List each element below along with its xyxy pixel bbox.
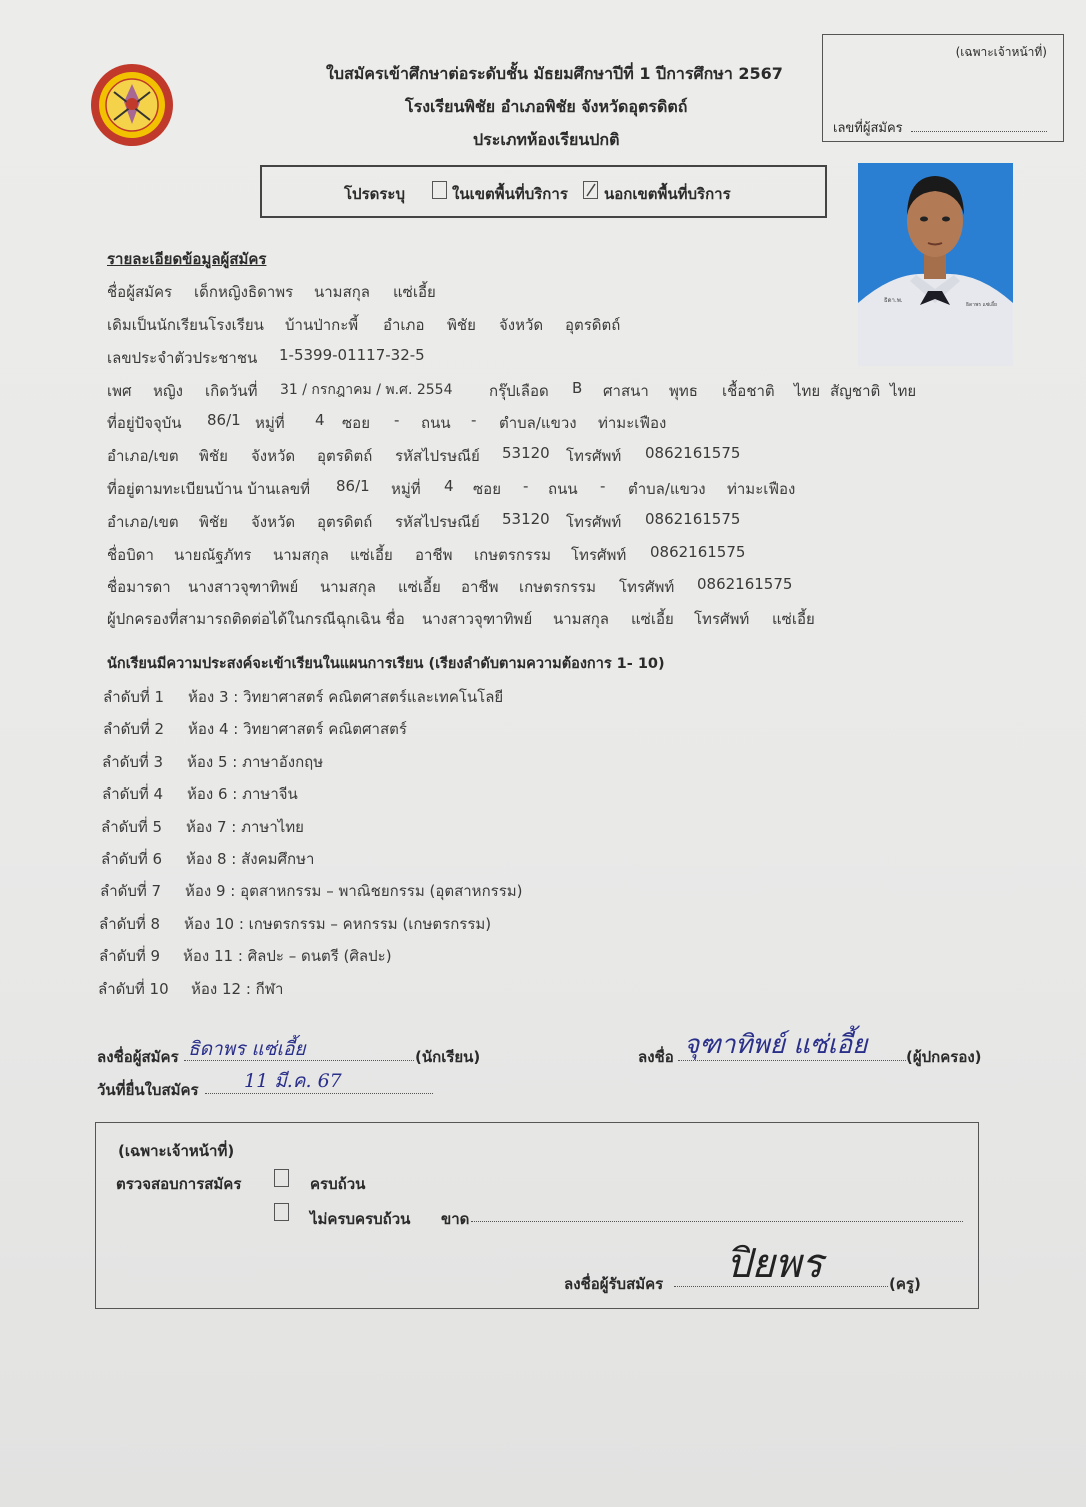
photo-badge-right: ธิดาพร แซ่เอี้ย xyxy=(966,302,997,308)
mother-value[interactable]: นางสาวจุฑาทิพย์ xyxy=(188,578,299,596)
province-value-2[interactable]: อุตรดิตถ์ xyxy=(317,447,373,465)
preference-order: ลำดับที่ 1 xyxy=(103,688,165,706)
father-label: ชื่อบิดา xyxy=(107,546,154,564)
submission-date-label: วันที่ยื่นใบสมัคร xyxy=(97,1081,199,1099)
soi-value[interactable]: - xyxy=(394,411,400,429)
road-label: ถนน xyxy=(421,414,451,432)
guardian-surname-label: นามสกุล xyxy=(553,610,609,628)
race-label: เชื้อชาติ xyxy=(722,382,775,400)
guardian-signature-label: ลงชื่อ xyxy=(638,1048,674,1066)
road-label-2: ถนน xyxy=(548,480,578,498)
blood-value[interactable]: B xyxy=(572,379,583,397)
preference-order: ลำดับที่ 9 xyxy=(99,947,161,965)
preference-room[interactable]: ห้อง 6 : ภาษาจีน xyxy=(187,785,298,803)
moo-value-2[interactable]: 4 xyxy=(444,477,454,495)
out-area-checkbox[interactable] xyxy=(583,181,598,199)
amphoe-value[interactable]: พิชัย xyxy=(199,447,228,465)
guardian-phone-label: โทรศัพท์ xyxy=(694,610,750,628)
preference-room[interactable]: ห้อง 5 : ภาษาอังกฤษ xyxy=(187,753,324,771)
postcode-label: รหัสไปรษณีย์ xyxy=(395,447,480,465)
preference-room[interactable]: ห้อง 11 : ศิลปะ – ดนตรี (ศิลปะ) xyxy=(183,947,392,965)
national-id-label: เลขประจำตัวประชาชน xyxy=(107,349,258,367)
dob-label: เกิดวันที่ xyxy=(205,382,258,400)
guardian-surname-value[interactable]: แซ่เอี้ย xyxy=(631,610,674,628)
nationality-label: สัญชาติ xyxy=(830,382,881,400)
road-value-2[interactable]: - xyxy=(600,477,606,495)
preference-order: ลำดับที่ 7 xyxy=(100,882,162,900)
row-name xyxy=(0,280,1086,304)
preference-room[interactable]: ห้อง 7 : ภาษาไทย xyxy=(186,818,304,836)
missing-label: ขาด xyxy=(441,1210,470,1228)
row-guardian xyxy=(0,607,1086,631)
incomplete-checkbox[interactable] xyxy=(274,1203,289,1221)
applicant-signature: ธิดาพร แซ่เอี้ย xyxy=(188,1038,306,1060)
guardian-phone-value[interactable]: แซ่เอี้ย xyxy=(772,610,815,628)
mother-occupation-label: อาชีพ xyxy=(461,578,499,596)
father-surname-value[interactable]: แซ่เอี้ย xyxy=(350,546,393,564)
preference-order: ลำดับที่ 4 xyxy=(102,785,164,803)
form-title: ใบสมัครเข้าศึกษาต่อระดับชั้น มัธยมศึกษาปีที่ 1 ปีการศึกษา 2567 xyxy=(326,64,783,83)
province-label-2: จังหวัด xyxy=(251,447,296,465)
province-value-3[interactable]: อุตรดิตถ์ xyxy=(317,513,373,531)
road-value[interactable]: - xyxy=(471,411,477,429)
preferences-title: นักเรียนมีความประสงค์จะเข้าเรียนในแผนการเรียน (เรียงลำดับตามความต้องการ 1- 10) xyxy=(107,656,665,672)
dob-value[interactable]: 31 / กรกฎาคม / พ.ศ. 2554 xyxy=(280,382,453,398)
phone-value-2[interactable]: 0862161575 xyxy=(645,510,741,528)
father-occupation-label: อาชีพ xyxy=(415,546,453,564)
registered-address-label: ที่อยู่ตามทะเบียนบ้าน บ้านเลขที่ xyxy=(107,480,310,498)
guardian-label: ผู้ปกครองที่สามารถติดต่อได้ในกรณีฉุกเฉิน ชื่อ xyxy=(107,610,405,628)
current-house-value[interactable]: 86/1 xyxy=(207,411,241,429)
blood-label: กรุ๊ปเลือด xyxy=(489,382,549,400)
moo-value[interactable]: 4 xyxy=(315,411,325,429)
guardian-signature: จุฑาทิพย์ แซ่เอี้ย xyxy=(684,1030,868,1060)
phone-label: โทรศัพท์ xyxy=(566,447,622,465)
father-value[interactable]: นายณัฐภัทร xyxy=(174,546,252,564)
postcode-value[interactable]: 53120 xyxy=(502,444,550,462)
amphoe-value-2[interactable]: พิชัย xyxy=(199,513,228,531)
father-phone-label: โทรศัพท์ xyxy=(571,546,627,564)
preference-room[interactable]: ห้อง 3 : วิทยาศาสตร์ คณิตศาสตร์และเทคโนโลยี xyxy=(188,688,504,706)
religion-value[interactable]: พุทธ xyxy=(669,382,698,400)
list-item xyxy=(0,879,700,903)
preference-room[interactable]: ห้อง 8 : สังคมศึกษา xyxy=(186,850,315,868)
soi-label: ซอย xyxy=(342,414,370,432)
moo-label-2: หมู่ที่ xyxy=(391,480,421,498)
row-personal-info xyxy=(0,379,1086,403)
preference-room[interactable]: ห้อง 4 : วิทยาศาสตร์ คณิตศาสตร์ xyxy=(188,720,407,738)
sex-value[interactable]: หญิง xyxy=(153,382,183,400)
mother-label: ชื่อมารดา xyxy=(107,578,171,596)
missing-field[interactable] xyxy=(471,1221,963,1222)
subdistrict-value[interactable]: ท่ามะเฟือง xyxy=(598,414,667,432)
school-label: เดิมเป็นนักเรียนโรงเรียน xyxy=(107,316,264,334)
check-application-label: ตรวจสอบการสมัคร xyxy=(116,1175,242,1193)
list-item xyxy=(0,717,700,741)
subdistrict-value-2[interactable]: ท่ามะเฟือง xyxy=(727,480,796,498)
list-item xyxy=(0,912,700,936)
postcode-label-2: รหัสไปรษณีย์ xyxy=(395,513,480,531)
preference-order: ลำดับที่ 3 xyxy=(102,753,164,771)
national-id-value[interactable]: 1-5399-01117-32-5 xyxy=(279,346,425,364)
father-occupation-value[interactable]: เกษตรกรรม xyxy=(474,546,551,564)
service-area-prompt: โปรดระบุ xyxy=(344,185,406,203)
mother-phone-label: โทรศัพท์ xyxy=(619,578,675,596)
preference-order: ลำดับที่ 8 xyxy=(99,915,161,933)
preference-room[interactable]: ห้อง 9 : อุตสาหกรรม – พาณิชยกรรม (อุตสาหกรรม) xyxy=(185,882,523,900)
list-item xyxy=(0,847,700,871)
father-phone-value[interactable]: 0862161575 xyxy=(650,543,746,561)
submission-date-value: 11 มี.ค. 67 xyxy=(244,1070,342,1092)
receiver-signature: ปิยพร xyxy=(726,1241,823,1287)
incomplete-label: ไม่ครบครบถ้วน xyxy=(310,1210,411,1228)
list-item xyxy=(0,815,700,839)
applicant-signature-label: ลงชื่อผู้สมัคร xyxy=(97,1048,179,1066)
complete-label: ครบถ้วน xyxy=(310,1175,366,1193)
sex-label: เพศ xyxy=(107,382,132,400)
row-father xyxy=(0,543,1086,567)
student-suffix: (นักเรียน) xyxy=(415,1048,481,1066)
classroom-type: ประเภทห้องเรียนปกติ xyxy=(473,130,620,149)
preference-room[interactable]: ห้อง 12 : กีฬา xyxy=(191,980,284,998)
list-item xyxy=(0,782,700,806)
row-current-address xyxy=(0,411,1086,435)
receiver-signature-label: ลงชื่อผู้รับสมัคร xyxy=(564,1275,664,1293)
row-previous-school xyxy=(0,313,1086,337)
guardian-suffix: (ผู้ปกครอง) xyxy=(906,1048,982,1066)
service-area-box xyxy=(260,165,827,218)
in-area-label: ในเขตพื้นที่บริการ xyxy=(452,185,568,203)
office-use-box-top xyxy=(822,34,1064,142)
amphoe-label: อำเภอ/เขต xyxy=(107,447,179,465)
preference-order: ลำดับที่ 2 xyxy=(103,720,165,738)
father-surname-label: นามสกุล xyxy=(273,546,329,564)
province-label: จังหวัด xyxy=(499,316,544,334)
row-national-id xyxy=(0,346,1086,370)
nationality-value[interactable]: ไทย xyxy=(890,382,917,400)
province-value[interactable]: อุตรดิตถ์ xyxy=(565,316,621,334)
school-value[interactable]: บ้านป่ากะพี้ xyxy=(285,316,359,334)
list-item xyxy=(0,977,700,1001)
name-label: ชื่อผู้สมัคร xyxy=(107,283,173,301)
office-box-title: (เฉพาะเจ้าหน้าที่) xyxy=(118,1142,235,1160)
school-seal-logo xyxy=(86,62,178,148)
soi-label-2: ซอย xyxy=(473,480,501,498)
mother-surname-label: นามสกุล xyxy=(320,578,376,596)
race-value[interactable]: ไทย xyxy=(794,382,821,400)
school-name: โรงเรียนพิชัย อำเภอพิชัย จังหวัดอุตรดิตถ์ xyxy=(405,97,688,116)
applicant-no-label: เลขที่ผู้สมัคร xyxy=(833,121,903,136)
district-label: อำเภอ xyxy=(383,316,425,334)
in-area-checkbox[interactable] xyxy=(432,181,447,199)
out-area-label: นอกเขตพื้นที่บริการ xyxy=(604,185,731,203)
registered-house-value[interactable]: 86/1 xyxy=(336,477,370,495)
complete-checkbox[interactable] xyxy=(274,1169,289,1187)
photo-badge-left: ธิดา.พ. xyxy=(884,297,903,304)
preference-order: ลำดับที่ 10 xyxy=(98,980,169,998)
row-registered-address-2 xyxy=(0,510,1086,534)
amphoe-label-2: อำเภอ/เขต xyxy=(107,513,179,531)
row-current-address-2 xyxy=(0,444,1086,468)
postcode-value-2[interactable]: 53120 xyxy=(502,510,550,528)
applicant-no-field[interactable] xyxy=(911,131,1047,132)
subdistrict-label-2: ตำบล/แขวง xyxy=(628,480,706,498)
name-value[interactable]: เด็กหญิงธิดาพร xyxy=(194,283,294,301)
check-mark-icon xyxy=(584,182,597,198)
moo-label: หมู่ที่ xyxy=(255,414,285,432)
teacher-suffix: (ครู) xyxy=(889,1275,921,1293)
phone-label-2: โทรศัพท์ xyxy=(566,513,622,531)
surname-label: นามสกุล xyxy=(314,283,370,301)
preference-order: ลำดับที่ 6 xyxy=(101,850,163,868)
phone-value[interactable]: 0862161575 xyxy=(645,444,741,462)
mother-surname-value[interactable]: แซ่เอี้ย xyxy=(398,578,441,596)
office-only-note: (เฉพาะเจ้าหน้าที่) xyxy=(955,45,1047,59)
list-item xyxy=(0,750,700,774)
preference-room[interactable]: ห้อง 10 : เกษตรกรรม – คหกรรม (เกษตรกรรม) xyxy=(184,915,492,933)
soi-value-2[interactable]: - xyxy=(523,477,529,495)
current-address-label: ที่อยู่ปัจจุบัน xyxy=(107,414,182,432)
district-value[interactable]: พิชัย xyxy=(447,316,476,334)
religion-label: ศาสนา xyxy=(603,382,649,400)
list-item xyxy=(0,944,700,968)
province-label-3: จังหวัด xyxy=(251,513,296,531)
guardian-value[interactable]: นางสาวจุฑาทิพย์ xyxy=(422,610,533,628)
subdistrict-label: ตำบล/แขวง xyxy=(499,414,577,432)
list-item xyxy=(0,685,700,709)
applicant-section-title: รายละเอียดข้อมูลผู้สมัคร xyxy=(107,250,267,268)
preference-order: ลำดับที่ 5 xyxy=(101,818,163,836)
row-registered-address xyxy=(0,477,1086,501)
mother-phone-value[interactable]: 0862161575 xyxy=(697,575,793,593)
mother-occupation-value[interactable]: เกษตรกรรม xyxy=(519,578,596,596)
surname-value[interactable]: แซ่เอี้ย xyxy=(393,283,436,301)
row-mother xyxy=(0,575,1086,599)
office-use-box-bottom xyxy=(95,1122,979,1309)
